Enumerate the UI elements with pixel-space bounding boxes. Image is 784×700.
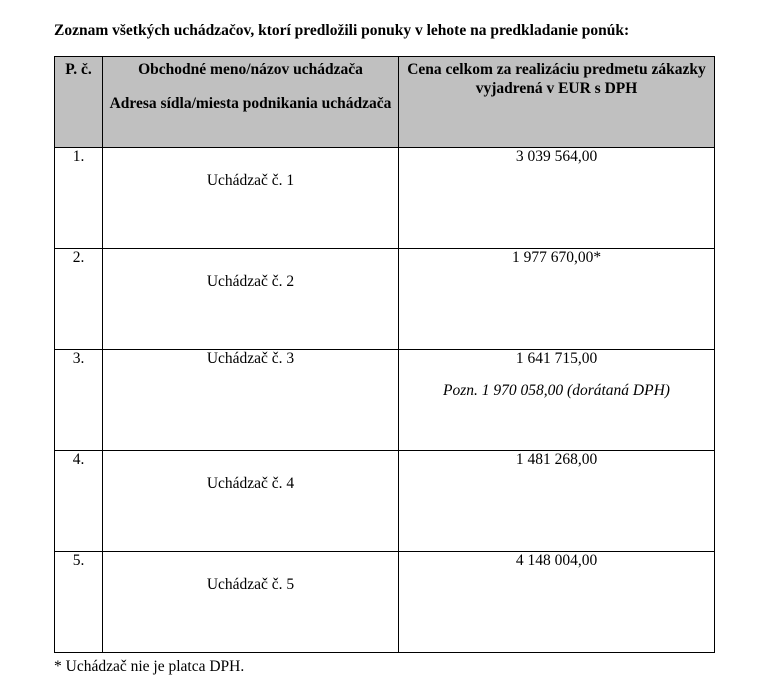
row-name: Uchádzač č. 1: [206, 172, 295, 189]
table-row: [55, 552, 715, 653]
footnote: * Uchádzač nie je platca DPH.: [54, 658, 245, 675]
header-name-label: Obchodné meno/názov uchádzača: [138, 61, 363, 78]
row-name: Uchádzač č. 4: [206, 475, 295, 492]
table-row: [55, 249, 715, 350]
row-price: 3 039 564,00: [399, 148, 715, 249]
row-number: 4.: [55, 451, 103, 552]
row-name: Uchádzač č. 5: [206, 576, 295, 593]
row-price: 4 148 004,00: [399, 552, 715, 653]
header-cell-name: [103, 57, 399, 148]
row-price-cell: [399, 350, 715, 451]
row-price: 1 641 715,00: [515, 350, 598, 367]
header-address-label: Adresa sídla/miesta podnikania uchádzača: [109, 95, 392, 112]
row-number: 3.: [55, 350, 103, 451]
row-name: Uchádzač č. 2: [206, 273, 295, 290]
page-title: Zoznam všetkých uchádzačov, ktorí predložili ponuky v lehote na predkladanie ponúk:: [54, 22, 630, 39]
header-cell-number: [55, 57, 103, 148]
table-header-row: [55, 57, 715, 148]
row-price: 1 977 670,00*: [399, 249, 715, 350]
row-name-cell: [103, 148, 399, 249]
bidders-table: [54, 56, 715, 653]
header-cell-price: [399, 57, 715, 148]
row-price-note: Pozn. 1 970 058,00 (dorátaná DPH): [443, 382, 670, 399]
row-number: 5.: [55, 552, 103, 653]
row-name: Uchádzač č. 3: [206, 350, 295, 367]
table-row: [55, 350, 715, 451]
header-price-label: Cena celkom za realizáciu predmetu zákazky vyjadrená v EUR s DPH: [407, 61, 706, 97]
table-row: [55, 148, 715, 249]
row-name-cell: [103, 249, 399, 350]
row-number: 1.: [55, 148, 103, 249]
row-name-cell: [103, 350, 399, 451]
row-number: 2.: [55, 249, 103, 350]
row-price: 1 481 268,00: [399, 451, 715, 552]
row-name-cell: [103, 451, 399, 552]
header-number-label: P. č.: [65, 61, 92, 78]
table-row: [55, 451, 715, 552]
row-name-cell: [103, 552, 399, 653]
